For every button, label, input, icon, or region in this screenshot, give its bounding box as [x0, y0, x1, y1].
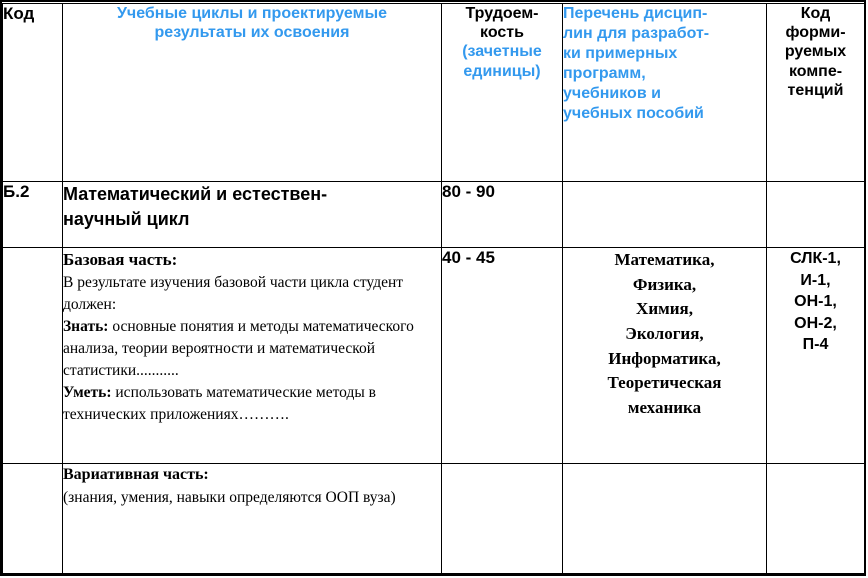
header-list-line: лин для разработ- [563, 25, 710, 42]
header-cycles [63, 4, 442, 182]
header-labor [442, 4, 563, 182]
header-list-line: программ, [563, 65, 646, 82]
cycle-title [63, 182, 442, 248]
base-competences [767, 248, 865, 464]
cycle-disciplines [563, 182, 767, 248]
cycle-row [3, 182, 865, 248]
base-intro: В результате изучения базовой части цикла студент должен: [63, 274, 404, 314]
base-disciplines [563, 248, 767, 464]
base-labor: 40 - 45 [442, 248, 563, 464]
competence-item: И-1, [800, 271, 831, 289]
discipline-item: Физика, [632, 274, 697, 294]
discipline-item: Химия, [636, 299, 693, 319]
variable-row [3, 464, 865, 574]
header-code: Код [3, 4, 63, 182]
header-cycles-line: Учебные циклы и проектируемые [116, 5, 388, 22]
cycle-labor: 80 - 90 [442, 182, 563, 248]
discipline-item: Математика, [614, 250, 715, 269]
header-list-line: ки примерных [563, 45, 678, 62]
cycle-title-line: научный цикл [63, 209, 190, 230]
competence-item: ОН-1, [794, 293, 837, 311]
know-label: Знать: [63, 318, 109, 336]
var-description [63, 464, 442, 574]
var-code [3, 464, 63, 574]
base-heading: Базовая часть: [63, 250, 178, 269]
discipline-item: Теоретическая [607, 373, 722, 393]
header-comp-line: Код [800, 5, 831, 22]
know-text: основные понятия и методы математического анализа, теории вероятности и математической статистики........... [63, 318, 414, 380]
competence-item: ОН-2, [794, 314, 837, 332]
discipline-item: механика [627, 397, 702, 417]
var-heading: Вариативная часть: [63, 466, 209, 483]
header-row [3, 4, 865, 182]
discipline-item: Экология, [625, 323, 704, 343]
var-disciplines [563, 464, 767, 574]
header-comp-line: тенций [787, 81, 844, 99]
var-labor [442, 464, 563, 574]
header-labor-line: Трудоем- [465, 5, 539, 22]
header-competences [767, 4, 865, 182]
var-competences [767, 464, 865, 574]
header-comp-line: компе- [788, 62, 843, 80]
competence-item: П-4 [802, 336, 829, 354]
base-code [3, 248, 63, 464]
header-labor-line: кость [480, 24, 524, 42]
cycle-competences [767, 182, 865, 248]
curriculum-table [2, 3, 865, 574]
base-description [63, 248, 442, 464]
cycle-title-line: Математический и естествен- [63, 184, 328, 204]
competence-item: СЛК-1, [790, 250, 841, 267]
header-comp-line: руемых [784, 43, 847, 61]
header-labor-sub: единицы) [463, 62, 541, 80]
var-text: (знания, умения, навыки определяются ООП вуза) [63, 488, 396, 506]
discipline-item: Информатика, [608, 348, 721, 368]
header-list-line: Перечень дисцип- [563, 5, 708, 22]
header-comp-line: форми- [785, 24, 846, 42]
header-list-line: учебников и [563, 85, 661, 102]
cycle-code: Б.2 [3, 182, 63, 248]
can-label: Уметь: [63, 384, 112, 402]
header-disciplines [563, 4, 767, 182]
header-cycles-line: результаты их освоения [154, 24, 350, 42]
header-labor-sub: (зачетные [462, 43, 542, 61]
header-list-line: учебных пособий [563, 105, 704, 122]
can-text: использовать математические методы в технических приложениях………. [63, 384, 376, 424]
base-row [3, 248, 865, 464]
